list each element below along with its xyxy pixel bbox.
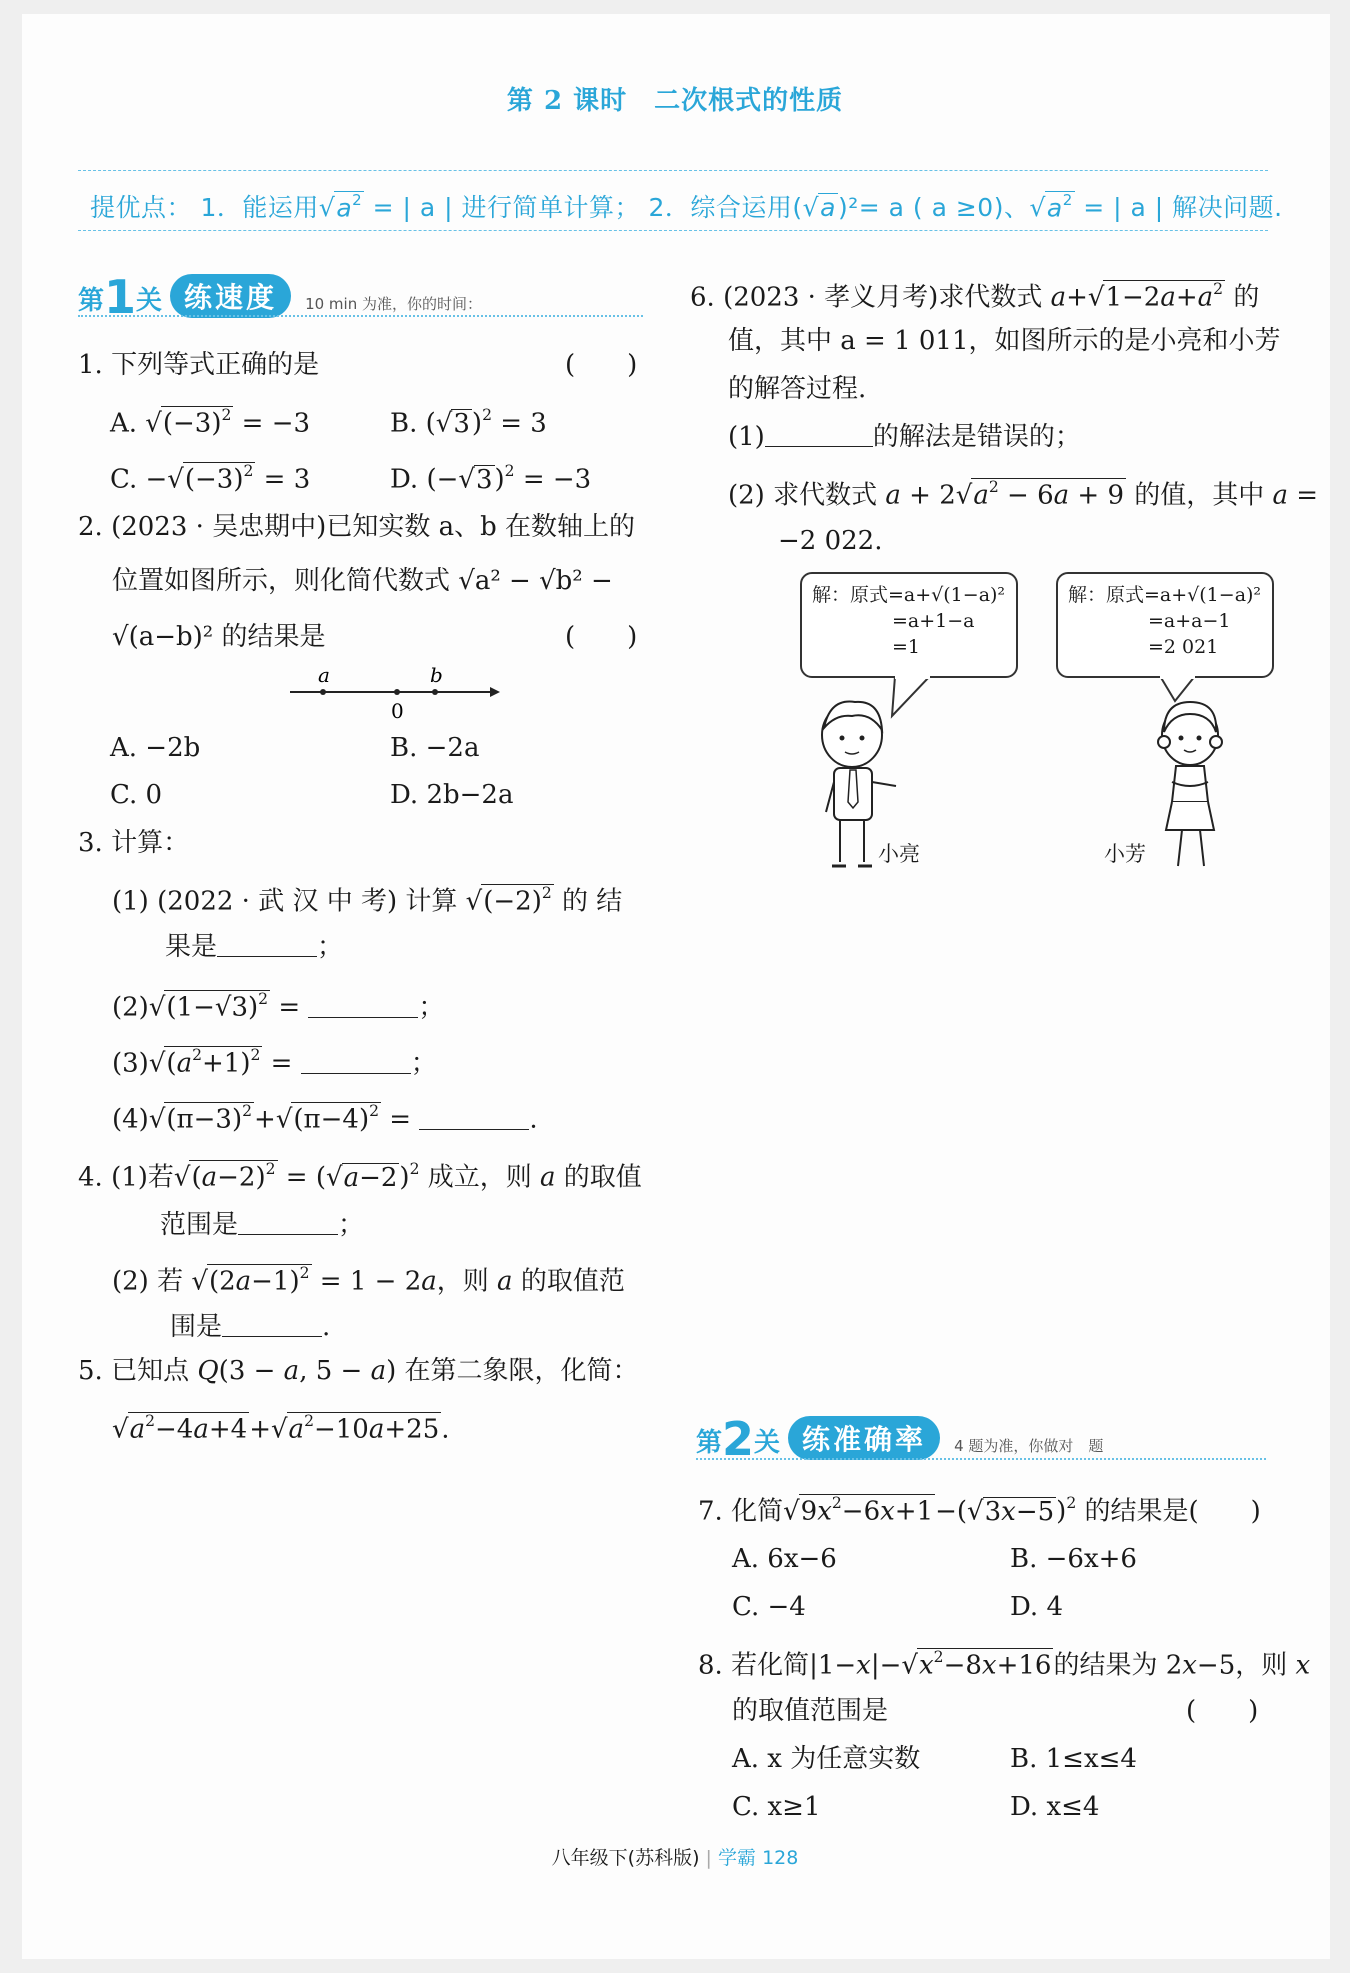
bubble-xiaoliang: 解：原式=a+√(1−a)² =a+1−a =1 (800, 572, 1018, 678)
name-xiaoliang: 小亮 (878, 842, 920, 866)
bubble-xiaofang: 解：原式=a+√(1−a)² =a+a−1 =2 021 (1056, 572, 1274, 678)
q2-line3: √(a−b)² 的结果是 (112, 622, 326, 652)
q3-part1-answer: 果是 ； (165, 932, 344, 962)
q6-part2: (2) 求代数式 $a + 2√a^2 - 6a + 9$ 的值，其中 a = (728, 478, 1319, 511)
q8-line2: 的取值范围是 (732, 1696, 889, 1726)
q1-option-c[interactable]: C. $-√(-3)^2 = 3$ (110, 462, 311, 495)
point-b (432, 689, 438, 695)
q7-option-d[interactable]: D. 4 (1010, 1592, 1063, 1622)
section1-header: 第1关 练速度 10 min 为准，你的时间： (78, 270, 482, 324)
q1-option-a[interactable]: A. $√(-3)^2 = -3$ (110, 406, 311, 439)
q8-stem: 8. 若化简$|1-x|-√x^2-8x+16$的结果为 2x−5，则 x (698, 1648, 1311, 1681)
q7-option-c[interactable]: C. −4 (732, 1592, 806, 1622)
q3-part2: $(2)√(1-√3)^2$ = ； (112, 990, 445, 1023)
q3-part4: $(4)√(\pi-3)^2+√(\pi-4)^2$ = . (112, 1102, 538, 1135)
q6-part1: (1) 的解法是错误的； (728, 422, 1081, 452)
q3-blank-4[interactable] (419, 1107, 529, 1130)
q1-stem: 1. 下列等式正确的是 (78, 350, 320, 380)
q7-option-a[interactable]: A. 6x−6 (732, 1544, 837, 1574)
q8-answer-paren[interactable]: ( ) (1186, 1696, 1259, 1726)
q3-blank-1[interactable] (217, 934, 317, 957)
q3-part3: $(3)√(a^2+1)^2$ = ； (112, 1046, 437, 1079)
label-a: a (318, 665, 330, 687)
section2-header: 第2关 练准确率 4 题为准，你做对 题 (696, 1412, 1104, 1466)
q1-answer-paren[interactable]: ( ) (565, 350, 638, 380)
q4-part2-answer: 围是 . (170, 1312, 331, 1342)
q4-blank-2[interactable] (222, 1314, 322, 1337)
q1-option-b[interactable]: B. $(√3)^2 = 3$ (390, 406, 547, 439)
q2-line2: 位置如图所示，则化简代数式 √a² − √b² − (112, 566, 613, 596)
q3-stem: 3. 计算： (78, 828, 190, 858)
page-number: 128 (762, 1847, 799, 1869)
q2-option-a[interactable]: A. −2b (110, 733, 201, 763)
page-footer: 八年级下(苏科版) | 学霸 128 (551, 1847, 799, 1869)
q4-part2: (2) 若 $√(2a-1)^2 = 1 - 2a$，则 a 的取值范 (112, 1264, 625, 1297)
q5-stem: 5. 已知点 Q(3 − a, 5 − a) 在第二象限，化简： (78, 1356, 639, 1386)
q4-part1-answer: 范围是 ； (160, 1210, 365, 1240)
q3-part1: (1) (2022 · 武 汉 中 考) 计算 $√(-2)^2$ 的 结 (112, 884, 623, 917)
q8-option-c[interactable]: C. x≥1 (732, 1792, 821, 1822)
q2-option-d[interactable]: D. 2b−2a (390, 780, 514, 810)
name-xiaofang: 小芳 (1104, 842, 1146, 866)
q5-expression: $√a^2-4a+4+√a^2-10a+25$. (112, 1412, 450, 1445)
q7-stem: 7. 化简$√9x^2-6x+1-(√3x-5)^2$ 的结果是( ) (698, 1494, 1261, 1527)
q3-blank-2[interactable] (308, 995, 418, 1018)
section1-underline (78, 315, 643, 317)
number-line (285, 665, 505, 725)
q4-blank-1[interactable] (238, 1212, 338, 1235)
number-line-arrow (490, 687, 500, 697)
q8-option-b[interactable]: B. 1≤x≤4 (1010, 1744, 1137, 1774)
divider-top (78, 170, 1268, 171)
q2-stem: 2. (2023 · 吴忠期中)已知实数 a、b 在数轴上的 (78, 512, 635, 542)
q3-blank-3[interactable] (301, 1051, 411, 1074)
q6-blank[interactable] (765, 424, 873, 447)
q1-option-d[interactable]: D. $(-√3)^2 = -3$ (390, 462, 592, 495)
q2-option-c[interactable]: C. 0 (110, 780, 163, 810)
q6-line2: 值，其中 a = 1 011，如图所示的是小亮和小芳 (728, 326, 1281, 356)
section2-underline (696, 1458, 1266, 1460)
q8-option-a[interactable]: A. x 为任意实数 (732, 1744, 921, 1774)
point-a (320, 689, 326, 695)
label-b: b (430, 665, 443, 687)
q7-option-b[interactable]: B. −6x+6 (1010, 1544, 1137, 1574)
page-title: 第 2 课时 二次根式的性质 (506, 86, 844, 116)
q6-stem: 6. (2023 · 孝义月考)求代数式 $a+√1-2a+a^2$ 的 (690, 280, 1260, 313)
point-zero (394, 689, 400, 695)
girl-illustration (1150, 690, 1270, 880)
section1-badge: 练速度 (170, 274, 291, 318)
section2-badge: 练准确率 (788, 1416, 940, 1460)
q2-answer-paren[interactable]: ( ) (565, 622, 638, 652)
label-zero: 0 (391, 699, 404, 723)
tips-line: 提优点： 1．能运用$√a^2$ = | a | 进行简单计算； 2．综合运用(√a)²= a ( a ≥0)、$√a^2$ = | a | 解决问题. (90, 190, 1283, 222)
q4-part1: 4. (1)若$√(a-2)^2 = (√a-2)^2$ 成立，则 a 的取值 (78, 1160, 642, 1193)
divider-tips (78, 230, 1268, 231)
q2-option-b[interactable]: B. −2a (390, 733, 480, 763)
q6-line3: 的解答过程. (728, 374, 867, 404)
q6-part2-value: −2 022. (778, 526, 883, 556)
q8-option-d[interactable]: D. x≤4 (1010, 1792, 1100, 1822)
